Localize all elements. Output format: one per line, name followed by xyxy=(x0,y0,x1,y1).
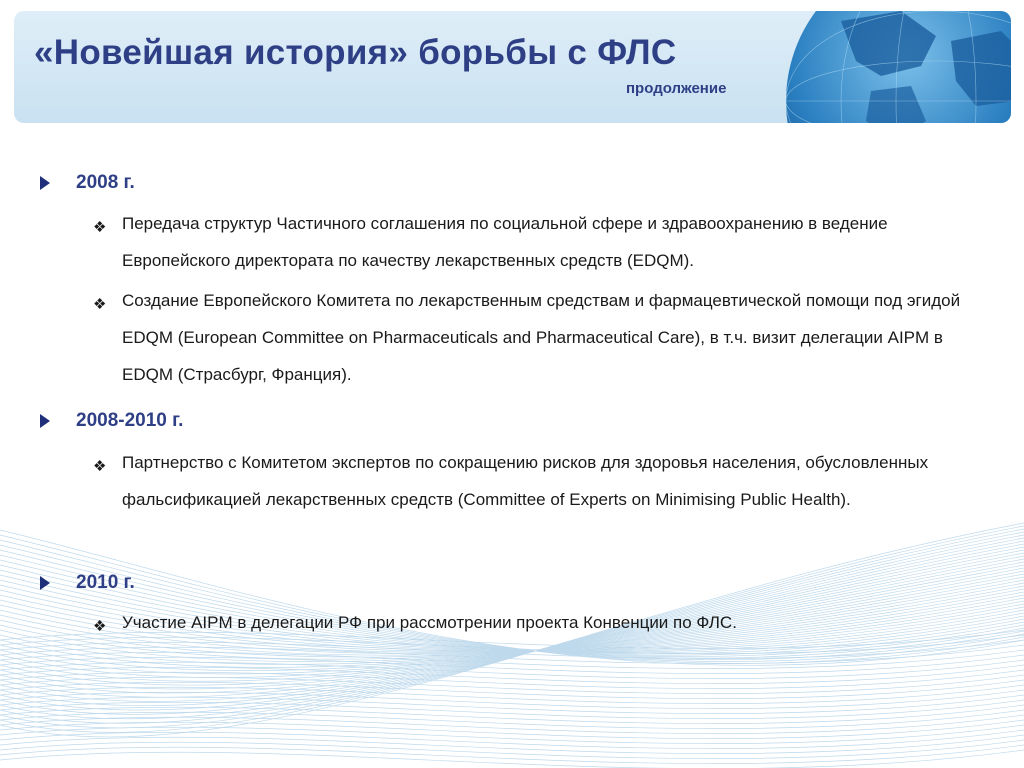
page-title: «Новейшая история» борьбы с ФЛС xyxy=(34,33,677,72)
item-text: Создание Европейского Комитета по лекарственным средствам и фармацевтической помощи под эгидой EDQM (European Committee on Pharmaceuticals and Pharmaceutical Care), в т.ч. визит делегации AIPM в EDQM (Страсбург, Франция). xyxy=(122,291,961,384)
diamond-bullet-icon: ❖ xyxy=(93,458,107,475)
item-text: Участие AIPM в делегации РФ при рассмотрении проекта Конвенции по ФЛС. xyxy=(122,613,737,632)
section-year: 2008-2010 г. xyxy=(76,410,184,431)
page-subtitle: продолжение xyxy=(626,80,727,97)
arrow-bullet-icon xyxy=(40,414,50,428)
item-text: Передача структур Частичного соглашения по социальной сфере и здравоохранению в ведение Европейского директората по качеству лекарственных средств (EDQM). xyxy=(122,214,888,270)
diamond-bullet-icon: ❖ xyxy=(93,296,107,313)
arrow-bullet-icon xyxy=(40,176,50,190)
section-year: 2010 г. xyxy=(76,572,135,593)
diamond-bullet-icon: ❖ xyxy=(93,219,107,236)
diamond-bullet-icon: ❖ xyxy=(93,618,107,635)
arrow-bullet-icon xyxy=(40,576,50,590)
section-year: 2008 г. xyxy=(76,172,135,193)
item-text: Партнерство с Комитетом экспертов по сокращению рисков для здоровья населения, обусловленных фальсификацией лекарственных средств (Committee of Experts on Minimising Public Health). xyxy=(122,453,929,509)
